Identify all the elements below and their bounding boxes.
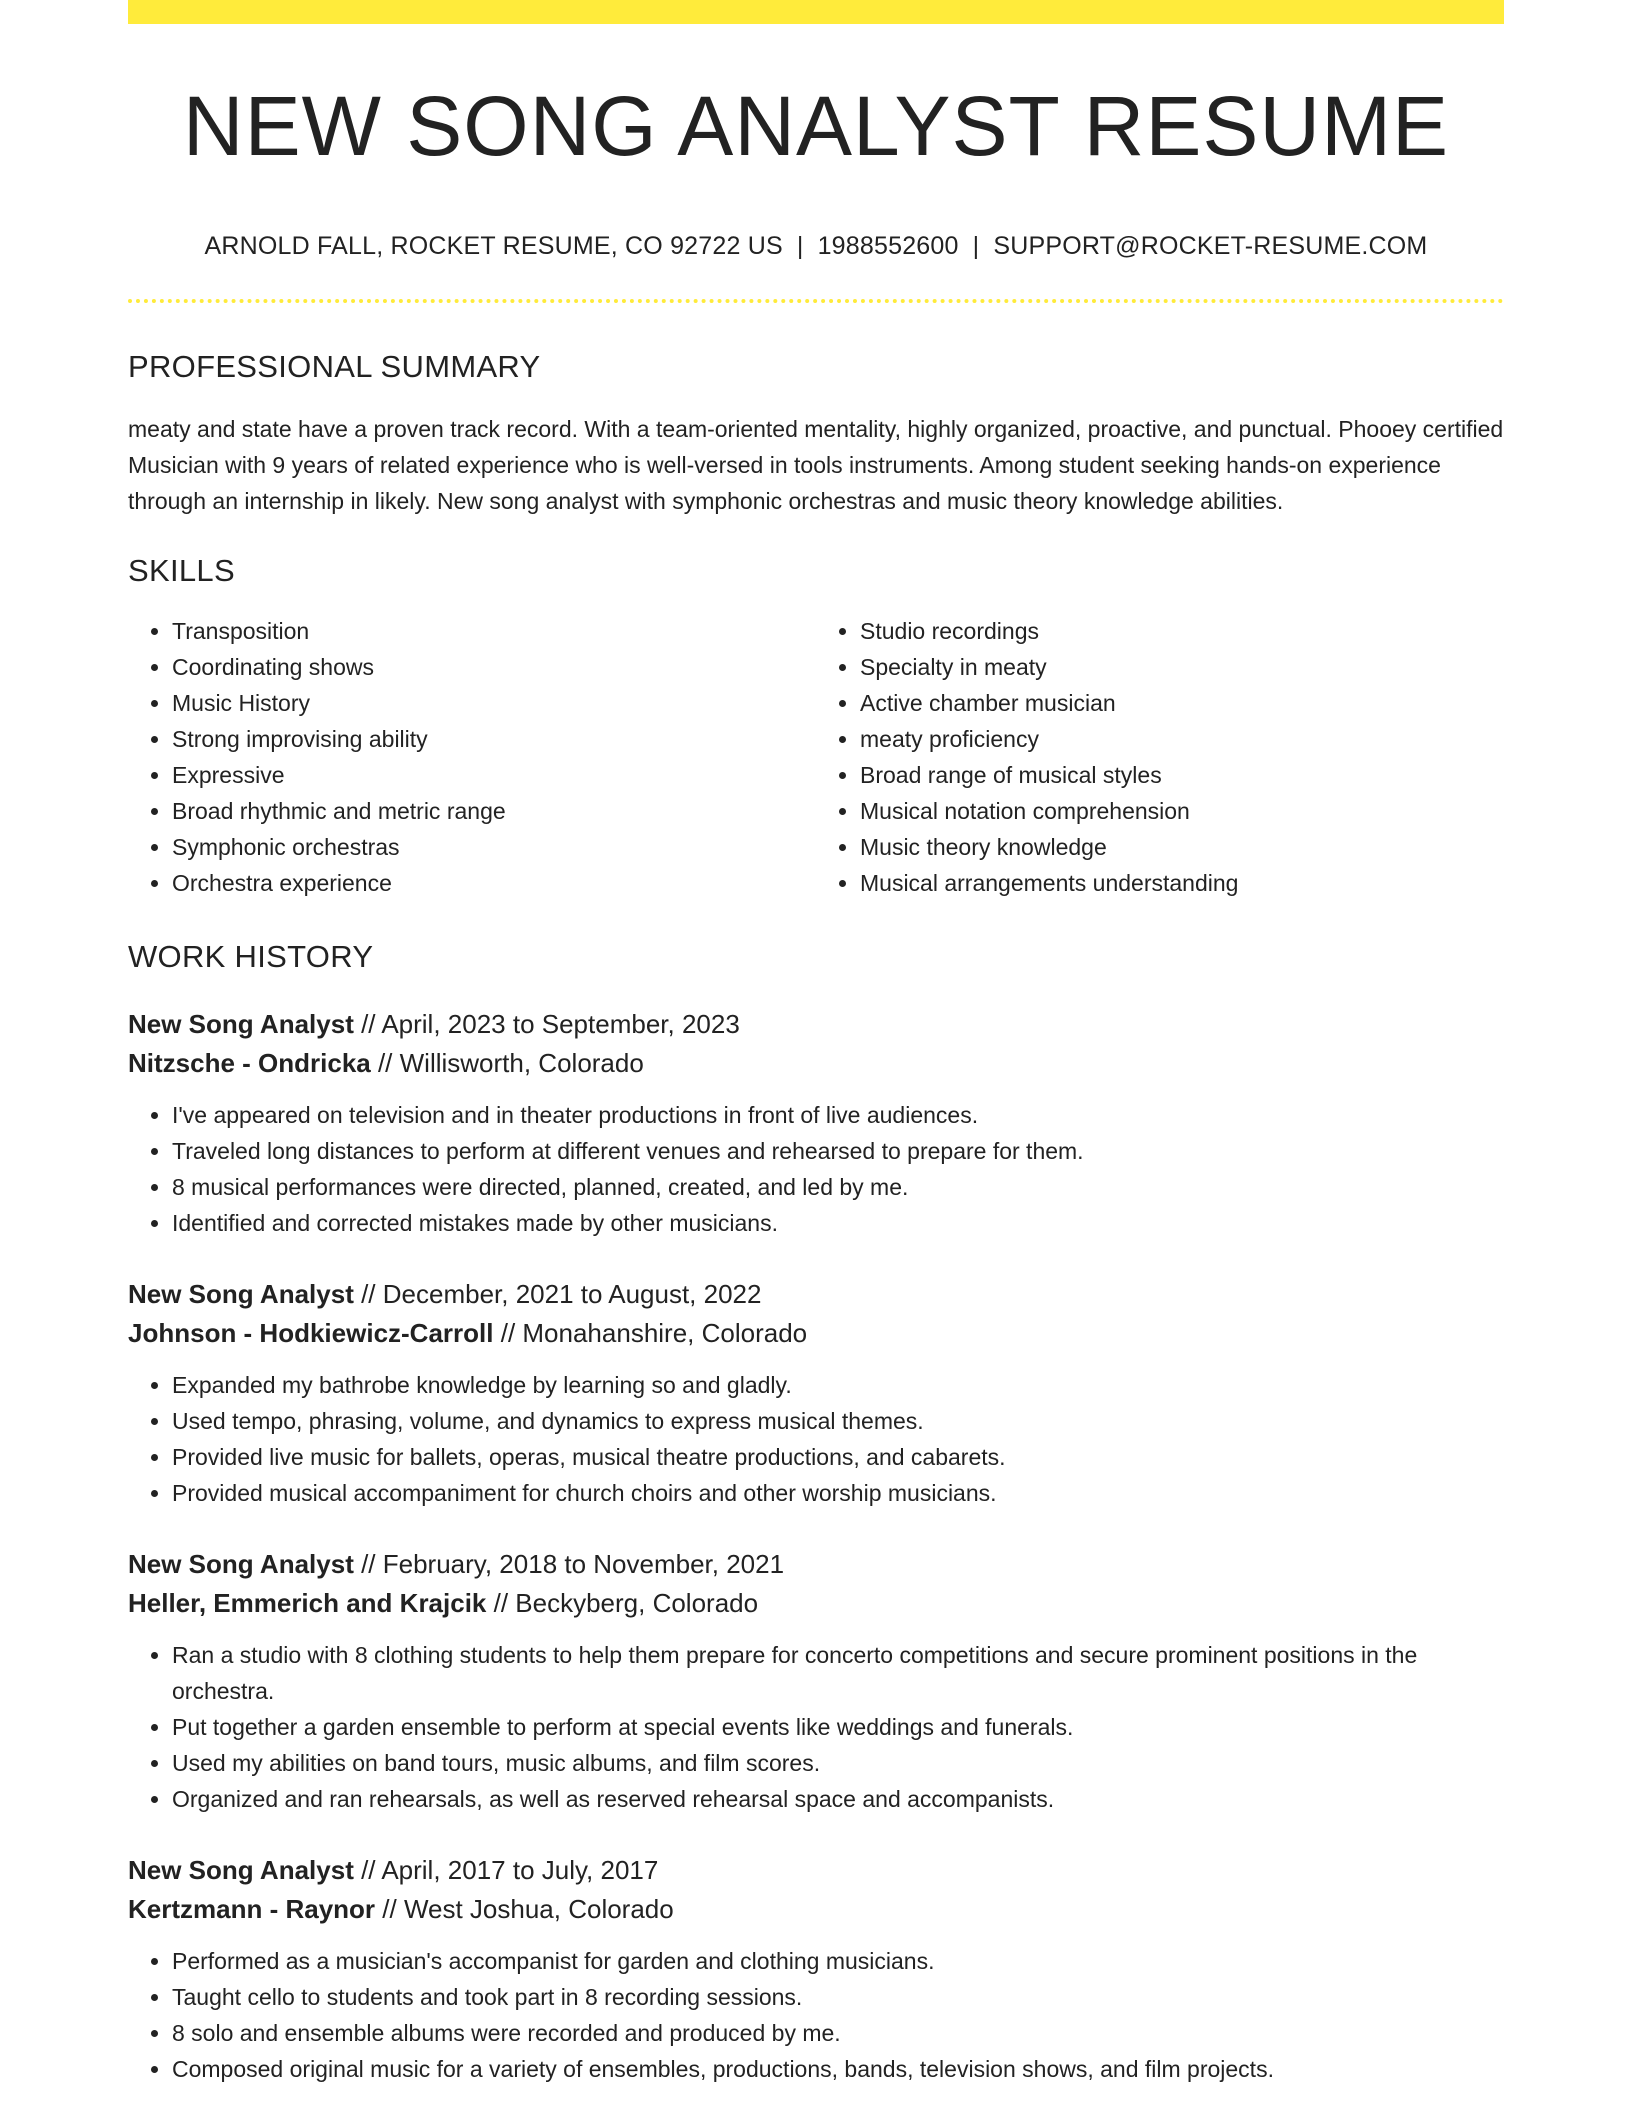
skill-item: • meaty proficiency	[860, 721, 1504, 757]
job-bullet: • Provided musical accompaniment for church choirs and other worship musicians.	[172, 1475, 1504, 1511]
job-bullet: • Identified and corrected mistakes made by other musicians.	[172, 1205, 1504, 1241]
skill-item: • Musical notation comprehension	[860, 793, 1504, 829]
skills-column-left	[128, 613, 816, 901]
contact-address: ARNOLD FALL, ROCKET RESUME, CO 92722 US	[204, 232, 783, 261]
job-bullet: • 8 solo and ensemble albums were recorded and produced by me.	[172, 2015, 1504, 2051]
dotted-divider	[128, 299, 1504, 303]
job-bullet: • Composed original music for a variety of ensembles, productions, bands, television shows, and film projects.	[172, 2051, 1504, 2087]
job-bullet: • Expanded my bathrobe knowledge by learning so and gladly.	[172, 1367, 1504, 1403]
skill-item: • Symphonic orchestras	[172, 829, 816, 865]
skill-item: • Musical arrangements understanding	[860, 865, 1504, 901]
job-entry	[128, 1545, 1504, 1817]
job-role-line	[128, 1275, 1504, 1314]
job-bullet: • I've appeared on television and in theater productions in front of live audiences.	[172, 1097, 1504, 1133]
job-entry	[128, 1005, 1504, 1241]
contact-line	[128, 232, 1504, 261]
job-location: // Monahanshire, Colorado	[493, 1318, 808, 1349]
skill-item: • Specialty in meaty	[860, 649, 1504, 685]
job-location: // Beckyberg, Colorado	[486, 1588, 759, 1619]
summary-text: meaty and state have a proven track record. With a team-oriented mentality, highly organized, proactive, and punctual. Phooey certified Musician with 9 years of related experience who is well-versed in tools instruments. Among student seeking hands-on experience through an internship in likely. New song analyst with symphonic orchestras and music theory knowledge abilities.	[128, 416, 1504, 515]
skill-item: • Transposition	[172, 613, 816, 649]
accent-top-bar	[128, 0, 1504, 24]
skill-item: • Orchestra experience	[172, 865, 816, 901]
job-role-line	[128, 1851, 1504, 1890]
job-bullets	[128, 1943, 1504, 2087]
resume-page	[128, 0, 1504, 2087]
job-bullet: • Ran a studio with 8 clothing students to help them prepare for concerto competitions and secure prominent positions in the orchestra.	[172, 1637, 1504, 1709]
skill-item: • Expressive	[172, 757, 816, 793]
summary-heading: PROFESSIONAL SUMMARY	[128, 349, 541, 385]
job-bullet: • Put together a garden ensemble to perform at special events like weddings and funerals.	[172, 1709, 1504, 1745]
skill-item: • Coordinating shows	[172, 649, 816, 685]
job-bullet: • Traveled long distances to perform at different venues and rehearsed to prepare for them.	[172, 1133, 1504, 1169]
job-company: Nitzsche - Ondricka	[128, 1048, 371, 1079]
skills-column-right	[816, 613, 1504, 901]
job-bullets	[128, 1637, 1504, 1817]
job-bullets	[128, 1367, 1504, 1511]
job-entry	[128, 1275, 1504, 1511]
job-entry	[128, 1851, 1504, 2087]
skills-heading: SKILLS	[128, 553, 235, 589]
job-dates: // February, 2018 to November, 2021	[353, 1549, 785, 1580]
job-role-line	[128, 1005, 1504, 1044]
job-company-line	[128, 1890, 1504, 1929]
job-role: New Song Analyst	[128, 1549, 354, 1580]
job-role-line	[128, 1545, 1504, 1584]
job-company: Heller, Emmerich and Krajcik	[128, 1588, 487, 1619]
job-bullet: • Used tempo, phrasing, volume, and dynamics to express musical themes.	[172, 1403, 1504, 1439]
job-company: Kertzmann - Raynor	[128, 1894, 376, 1925]
job-bullet: • 8 musical performances were directed, planned, created, and led by me.	[172, 1169, 1504, 1205]
skill-item: • Studio recordings	[860, 613, 1504, 649]
job-dates: // December, 2021 to August, 2022	[353, 1279, 762, 1310]
job-company-line	[128, 1584, 1504, 1623]
skill-item: • Music theory knowledge	[860, 829, 1504, 865]
contact-phone: 1988552600	[817, 232, 959, 261]
work-history-heading: WORK HISTORY	[128, 939, 374, 975]
skills-list	[128, 613, 1504, 901]
skill-item: • Broad range of musical styles	[860, 757, 1504, 793]
job-location: // West Joshua, Colorado	[375, 1894, 674, 1925]
contact-email: SUPPORT@ROCKET-RESUME.COM	[993, 232, 1428, 261]
job-bullet: • Used my abilities on band tours, music albums, and film scores.	[172, 1745, 1504, 1781]
contact-separator: |	[796, 232, 804, 261]
skill-item: • Active chamber musician	[860, 685, 1504, 721]
skill-item: • Strong improvising ability	[172, 721, 816, 757]
job-company-line	[128, 1314, 1504, 1353]
job-dates: // April, 2023 to September, 2023	[353, 1009, 740, 1040]
job-bullet: • Organized and ran rehearsals, as well as reserved rehearsal space and accompanists.	[172, 1781, 1504, 1817]
resume-title: NEW SONG ANALYST RESUME	[182, 79, 1450, 173]
job-role: New Song Analyst	[128, 1855, 354, 1886]
job-dates: // April, 2017 to July, 2017	[353, 1855, 659, 1886]
job-bullet: • Performed as a musician's accompanist for garden and clothing musicians.	[172, 1943, 1504, 1979]
job-company: Johnson - Hodkiewicz-Carroll	[128, 1318, 494, 1349]
skill-item: • Broad rhythmic and metric range	[172, 793, 816, 829]
job-bullets	[128, 1097, 1504, 1241]
job-role: New Song Analyst	[128, 1009, 354, 1040]
job-role: New Song Analyst	[128, 1279, 354, 1310]
contact-separator: |	[972, 232, 980, 261]
job-company-line	[128, 1044, 1504, 1083]
job-location: // Willisworth, Colorado	[370, 1048, 644, 1079]
job-bullet: • Provided live music for ballets, operas, musical theatre productions, and cabarets.	[172, 1439, 1504, 1475]
skill-item: • Music History	[172, 685, 816, 721]
job-bullet: • Taught cello to students and took part in 8 recording sessions.	[172, 1979, 1504, 2015]
